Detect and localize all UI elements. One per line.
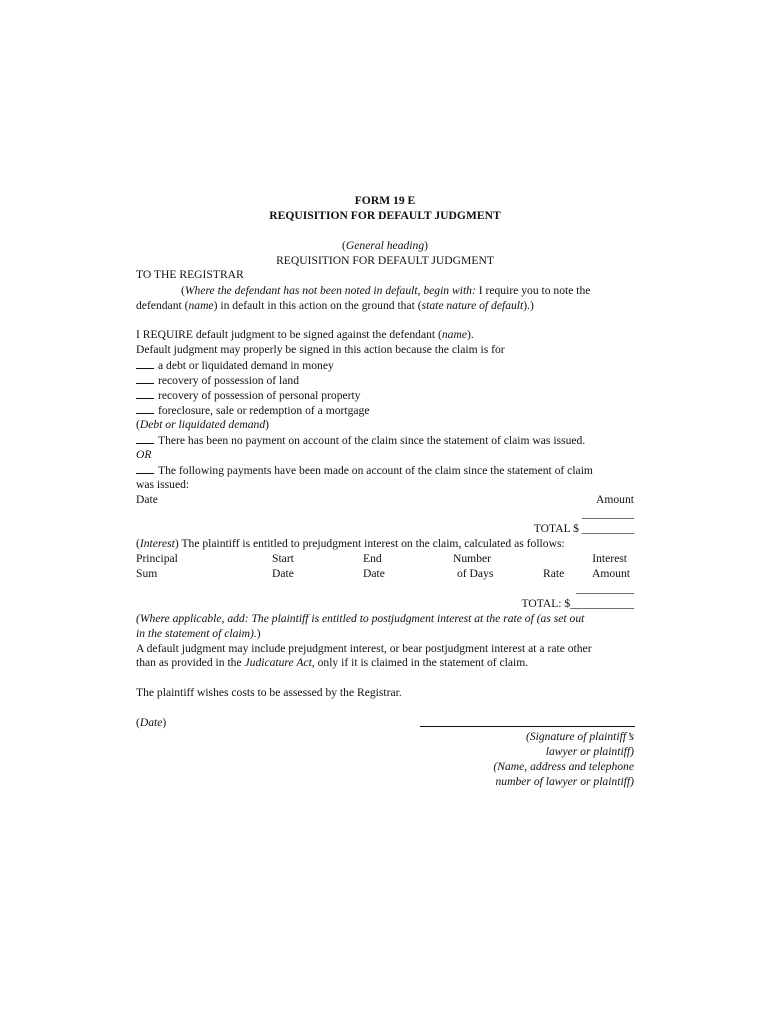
signature-label-line2: lawyer or plaintiff) (545, 745, 634, 758)
form-number: FORM 19 E (354, 194, 416, 207)
option-payments[interactable]: The following payments have been made on account of the claim since the statement of claim (136, 463, 593, 478)
amount-blank[interactable]: _________ (581, 507, 634, 520)
payments-line2: was issued: (136, 478, 190, 491)
date-signature-field[interactable]: (Date) (136, 716, 167, 729)
col-principal: Principal (136, 552, 178, 565)
default-note-line2: defendant (name) in default in this action on the ground that (state nature of default).) (136, 299, 534, 312)
subtitle: REQUISITION FOR DEFAULT JUDGMENT (276, 254, 494, 267)
col-start-date: Date (272, 567, 294, 580)
checkbox-blank[interactable] (136, 373, 154, 384)
col-amount: Amount (591, 567, 630, 580)
col-end-date: Date (363, 567, 385, 580)
amount-column-label: Amount (595, 493, 634, 506)
default-judgment-note-line2: than as provided in the Judicature Act, only if it is claimed in the statement of claim. (136, 656, 529, 669)
general-heading: (General heading) (342, 239, 428, 252)
name-label-line1: (Name, address and telephone (493, 760, 634, 773)
require-statement: I REQUIRE default judgment to be signed against the defendant (name). (136, 328, 474, 341)
interest-amount-blank[interactable]: __________ (576, 582, 634, 595)
default-note-line1: (Where the defendant has not been noted in default, begin with: I require you to note the (181, 284, 591, 297)
total-interest[interactable]: TOTAL: $___________ (521, 597, 634, 610)
claim-option-land[interactable]: recovery of possession of land (136, 373, 299, 388)
checkbox-blank[interactable] (136, 358, 154, 369)
option-no-payment[interactable]: There has been no payment on account of the claim since the statement of claim was issued. (136, 433, 585, 448)
form-title: REQUISITION FOR DEFAULT JUDGMENT (269, 209, 501, 222)
col-number: Number (453, 552, 491, 565)
checkbox-blank[interactable] (136, 403, 154, 414)
postjudgment-line1: (Where applicable, add: The plaintiff is entitled to postjudgment interest at the rate of (as set out (136, 612, 585, 625)
col-sum: Sum (136, 567, 158, 580)
col-of-days: of Days (457, 567, 494, 580)
or-label: OR (136, 448, 152, 461)
name-label-line2: number of lawyer or plaintiff) (495, 775, 634, 788)
col-interest: Interest (592, 552, 627, 565)
to-registrar: TO THE REGISTRAR (136, 268, 244, 281)
postjudgment-line2: in the statement of claim).) (136, 627, 261, 640)
signature-line[interactable] (420, 726, 635, 727)
claim-option-property[interactable]: recovery of possession of personal property (136, 388, 361, 403)
claim-option-debt[interactable]: a debt or liquidated demand in money (136, 358, 334, 373)
costs-statement: The plaintiff wishes costs to be assessed by the Registrar. (136, 686, 402, 699)
checkbox-blank[interactable] (136, 388, 154, 399)
col-start: Start (272, 552, 294, 565)
total-payments[interactable]: TOTAL $ _________ (533, 522, 634, 535)
properly-statement: Default judgment may properly be signed in this action because the claim is for (136, 343, 505, 356)
debt-heading: (Debt or liquidated demand) (136, 418, 270, 431)
claim-option-mortgage[interactable]: foreclosure, sale or redemption of a mortgage (136, 403, 370, 418)
signature-label-line1: (Signature of plaintiff’s (525, 730, 634, 743)
date-column-label: Date (136, 493, 158, 506)
interest-statement: (Interest) The plaintiff is entitled to prejudgment interest on the claim, calculated as follows: (136, 537, 565, 550)
col-end: End (363, 552, 382, 565)
default-judgment-note-line1: A default judgment may include prejudgment interest, or bear postjudgment interest at a rate other (136, 642, 592, 655)
col-rate: Rate (543, 567, 565, 580)
checkbox-blank[interactable] (136, 463, 154, 474)
checkbox-blank[interactable] (136, 433, 154, 444)
